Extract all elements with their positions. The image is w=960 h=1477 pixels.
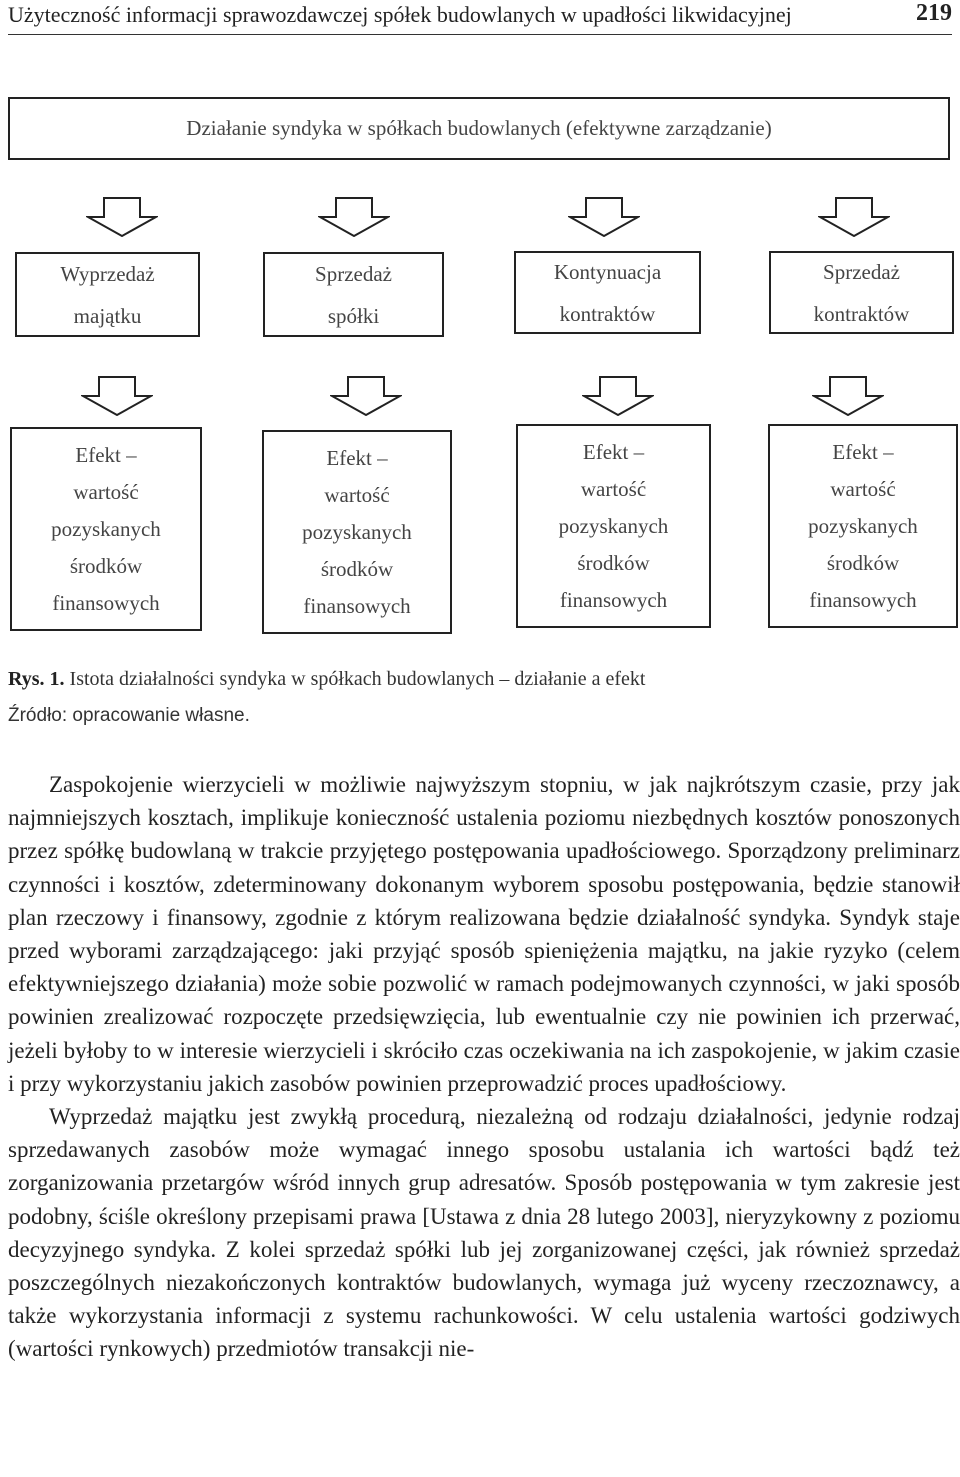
effect-box-line: pozyskanych	[51, 516, 161, 541]
action-box-line: Sprzedaż	[315, 261, 392, 286]
body-text	[8, 768, 960, 1366]
effect-box-line: pozyskanych	[808, 513, 918, 538]
down-arrow-icon	[330, 376, 402, 416]
action-box-line: kontraktów	[813, 301, 910, 326]
effect-box-line: finansowych	[52, 590, 160, 615]
figure-caption-text: Istota działalności syndyka w spółkach budowlanych – działanie a efekt	[69, 668, 646, 690]
paragraph: Wyprzedaż majątku jest zwykłą procedurą, niezależną od rodzaju działalności, jedynie rodzaj sprzedawanych zasobów może wymagać innego sposobu ustalania ich wartości bądź też zorganizowania przetargów wśród innych grup adresatów. Sposób postępowania w tym zakresie jest podobny, ściśle określony przepisami prawa [Ustawa z dnia 28 lutego 2003], nieryzykowny z poziomu decyzyjnego syndyka. Z kolei sprzedaż spółki lub jej zorganizowanej części, jak również sprzedaż poszczególnych niezakończonych kontraktów budowlanych, wymaga już wyceny rzeczoznawcy, a także wykorzystania informacji z systemu rachunkowości. W celu ustalenia wartości godziwych (wartości rynkowych) przedmiotów transakcji nie-	[8, 1104, 960, 1362]
action-box-line: majątku	[73, 303, 142, 328]
effect-box-4	[768, 424, 958, 628]
down-arrow-icon	[86, 197, 158, 237]
effect-box-line: Efekt –	[75, 442, 137, 467]
action-box-line: spółki	[327, 303, 380, 328]
effect-box-line: finansowych	[303, 593, 411, 618]
down-arrow-icon	[81, 376, 153, 416]
effect-box-line: wartość	[580, 476, 647, 501]
running-header	[8, 0, 952, 35]
down-arrow-icon	[818, 197, 890, 237]
action-box-asset-sale	[15, 252, 200, 337]
effect-box-line: środków	[69, 553, 143, 578]
effect-box-1	[10, 427, 202, 631]
effect-box-line: środków	[320, 556, 394, 581]
page-number: 219	[916, 0, 952, 26]
effect-box-line: pozyskanych	[302, 519, 412, 544]
down-arrow-icon	[582, 376, 654, 416]
running-header-title: Użyteczność informacji sprawozdawczej spółek budowlanych w upadłości likwidacyjnej	[8, 2, 792, 27]
effect-box-line: środków	[826, 550, 900, 575]
down-arrow-icon	[568, 197, 640, 237]
effect-box-line: pozyskanych	[558, 513, 669, 538]
action-box-line: kontraktów	[559, 301, 656, 326]
action-box-contract-continuation	[514, 251, 701, 334]
effect-box-line: wartość	[73, 479, 139, 504]
action-box-company-sale	[263, 252, 444, 337]
figure-label: Rys. 1.	[8, 668, 65, 690]
action-box-line: Sprzedaż	[823, 259, 900, 284]
down-arrow-icon	[812, 376, 884, 416]
effect-box-2	[262, 430, 452, 634]
effect-box-line: finansowych	[559, 587, 668, 612]
action-box-line: Wyprzedaż	[60, 261, 155, 286]
effect-box-line: Efekt –	[326, 445, 388, 470]
effect-box-3	[516, 424, 711, 628]
diagram-top-box-label: Działanie syndyka w spółkach budowlanych (efektywne zarządzanie)	[186, 116, 772, 140]
down-arrow-icon	[318, 197, 390, 237]
figure-source: Źródło: opracowanie własne.	[8, 705, 250, 726]
effect-box-line: wartość	[830, 476, 896, 501]
action-box-line: Kontynuacja	[553, 259, 662, 284]
action-box-contract-sale	[769, 251, 954, 334]
effect-box-line: wartość	[324, 482, 390, 507]
figure-caption	[8, 668, 645, 691]
diagram-top-box	[8, 97, 950, 160]
effect-box-line: środków	[577, 550, 650, 575]
effect-box-line: Efekt –	[832, 439, 894, 464]
effect-box-line: finansowych	[809, 587, 917, 612]
effect-box-line: Efekt –	[582, 439, 645, 464]
paragraph: Zaspokojenie wierzycieli w możliwie najwyższym stopniu, w jak najkrótszym czasie, przy jak najmniejszych kosztach, implikuje konieczność ustalenia poziomu niezbędnych kosztów ponoszonych przez spółkę budowlaną w trakcie przyjętego postępowania upadłościowego. Sporządzony preliminarz czynności i kosztów, zdeterminowany dokonanym wyborem sposobu postępowania, będzie stanowił plan rzeczowy i finansowy, zgodnie z którym realizowana będzie działalność syndyka. Syndyk staje przed wyborami zarządzającego: jaki przyjąć sposób spieniężenia majątku, na jakie ryzyko (celem efektywniejszego działania) może sobie pozwolić w ramach podejmowanych czynności, w jaki sposób powinien zrealizować rozpoczęte przedsięwzięcia, lub ewentualnie czy nie powinien ich przerwać, jeżeli byłoby to w interesie wierzycieli i skróciło czas oczekiwania na ich zaspokojenie, w jakim czasie i przy wykorzystaniu jakich zasobów powinien przeprowadzić proces upadłościowy.	[8, 772, 960, 1096]
